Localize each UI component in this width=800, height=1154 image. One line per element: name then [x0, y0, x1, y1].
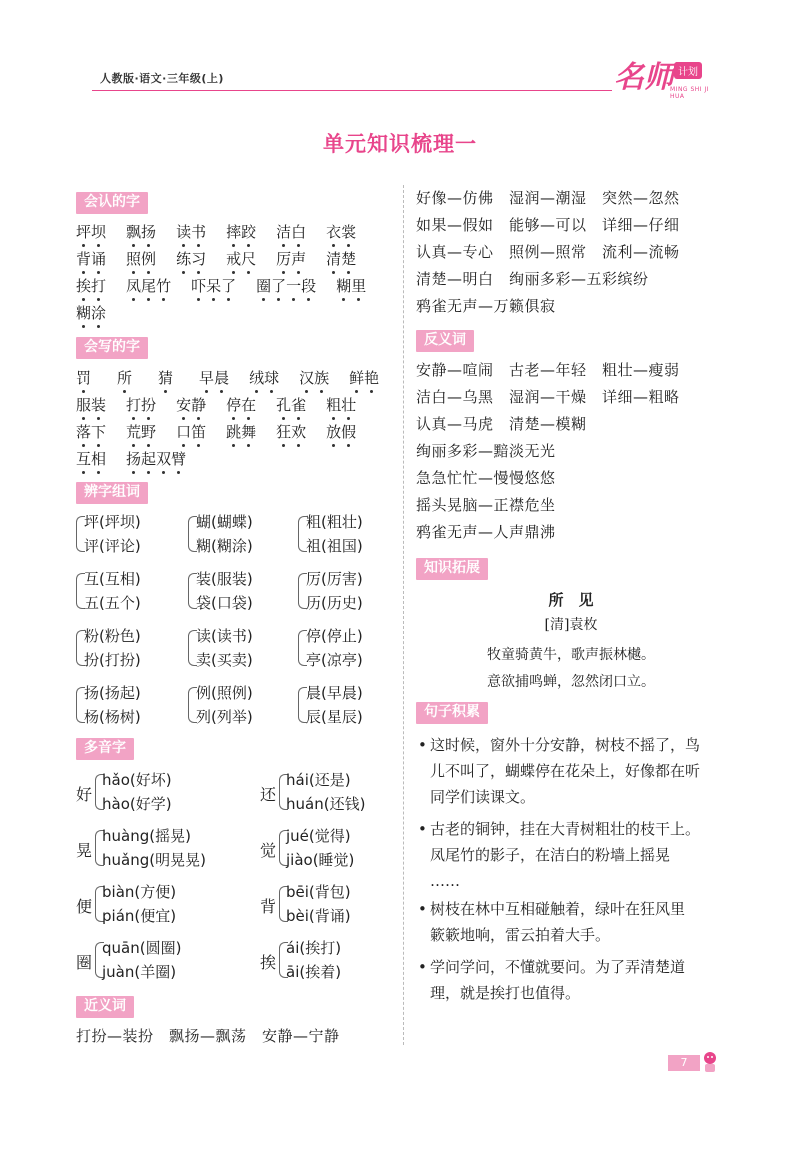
char: 假 [341, 423, 357, 441]
char: 笛 [191, 423, 207, 441]
char: 了 [221, 277, 237, 295]
synonym-left-row: 打扮—装扮 飘扬—飘荡 安静—宁静 [76, 1027, 340, 1045]
recognize-word [336, 276, 366, 296]
char: 壮 [341, 396, 357, 414]
polyphone-reading: āi(挨着) [286, 963, 342, 981]
char: 洁 [276, 223, 292, 241]
char: 服 [76, 396, 92, 414]
pair-item: 装(服装) [196, 570, 253, 588]
char: 诵 [91, 250, 107, 268]
char: 扬 [141, 223, 157, 241]
recognize-word [226, 222, 256, 242]
polyphone-reading: jiào(睡觉) [286, 851, 355, 869]
recognize-word [176, 222, 206, 242]
pair-item: 坪(坪坝) [84, 513, 141, 531]
column-divider [403, 185, 404, 1045]
recognize-word [276, 249, 306, 269]
pair-item: 蝴(蝴蝶) [196, 513, 253, 531]
char: 粗 [326, 396, 342, 414]
pair-item: 例(照例) [196, 684, 253, 702]
polyphone-reading: hào(好学) [102, 795, 172, 813]
antonym-row: 洁白—乌黑 湿润—干燥 详细—粗略 [416, 388, 680, 406]
recognize-word [76, 249, 106, 269]
recognize-row [76, 276, 386, 296]
char: 戒 [226, 250, 242, 268]
write-row [76, 449, 206, 469]
antonym-row: 摇头晃脑—正襟危坐 [416, 496, 556, 514]
char: 野 [141, 423, 157, 441]
recognize-word [126, 222, 156, 242]
char: 球 [264, 369, 280, 387]
char: 放 [326, 423, 342, 441]
char: 白 [291, 223, 307, 241]
write-word [226, 422, 256, 442]
logo-sub-text: MING SHI JI HUA [670, 86, 710, 100]
pair-item: 评(评论) [84, 537, 141, 555]
antonym-row: 急急忙忙—慢慢悠悠 [416, 469, 556, 487]
polyphone-reading: bēi(背包) [286, 883, 351, 901]
sentence-line: …… [430, 872, 460, 890]
char: 挨 [76, 277, 92, 295]
polyphone-reading: biàn(方便) [102, 883, 177, 901]
char: 圈 [256, 277, 272, 295]
char: 狂 [276, 423, 292, 441]
sentence-item [418, 816, 730, 894]
pair-item: 祖(祖国) [306, 537, 363, 555]
bullet-icon: • [418, 736, 427, 754]
sentence-line: 同学们读课文。 [430, 788, 536, 806]
char: 背 [76, 250, 92, 268]
polyphone-reading: pián(便宜) [102, 907, 177, 925]
pair-item: 历(历史) [306, 594, 363, 612]
char: 摔 [226, 223, 242, 241]
pair-item: 读(读书) [196, 627, 253, 645]
sentence-line: 学问学问，不懂就要问。为了弄清楚道 [430, 958, 686, 976]
recognize-word [76, 222, 106, 242]
write-word [76, 368, 91, 388]
char: 罚 [76, 369, 92, 387]
write-word [176, 422, 206, 442]
write-word [76, 395, 106, 415]
char: 口 [176, 423, 192, 441]
write-word [276, 422, 306, 442]
char: 段 [301, 277, 317, 295]
write-word [249, 368, 279, 388]
write-word [326, 395, 356, 415]
char: 凤 [126, 277, 142, 295]
char: 下 [91, 423, 107, 441]
sentence-item [418, 896, 730, 948]
char: 糊 [76, 304, 92, 322]
polyphone-char: 便 [76, 897, 93, 916]
synonym-row: 清楚—明白 绚丽多彩—五彩缤纷 [416, 270, 649, 288]
polyphone-char: 觉 [260, 841, 277, 860]
char: 读 [176, 223, 192, 241]
char: 装 [91, 396, 107, 414]
poem-title: 所 见 [548, 591, 594, 609]
pair-item: 五(五个) [84, 594, 141, 612]
char: 尺 [241, 250, 257, 268]
char: 了 [271, 277, 287, 295]
char: 跳 [226, 423, 242, 441]
pair-item: 袋(口袋) [196, 594, 253, 612]
antonym-row: 安静—喧闹 古老—年轻 粗壮—瘦弱 [416, 361, 680, 379]
char: 清 [326, 250, 342, 268]
char: 扬 [126, 450, 142, 468]
char: 呆 [206, 277, 222, 295]
write-row [76, 368, 399, 388]
polyphone-reading: jué(觉得) [286, 827, 351, 845]
series-logo [614, 52, 724, 100]
char: 练 [176, 250, 192, 268]
recognize-word [226, 249, 256, 269]
recognize-word [126, 276, 171, 296]
char: 晨 [214, 369, 230, 387]
polyphone-char: 背 [260, 897, 277, 916]
recognize-word [176, 249, 206, 269]
recognize-row [76, 222, 376, 242]
char: 绒 [249, 369, 265, 387]
sentence-line: 儿不叫了，蝴蝶停在花朵上，好像都在听 [430, 762, 701, 780]
char: 坝 [91, 223, 107, 241]
bullet-icon: • [418, 820, 427, 838]
polyphone-char: 晃 [76, 841, 93, 860]
char: 跤 [241, 223, 257, 241]
char: 裳 [341, 223, 357, 241]
char: 鲜 [349, 369, 365, 387]
section-recognize: 会认的字 [76, 192, 148, 214]
char: 例 [141, 250, 157, 268]
char: 打 [91, 277, 107, 295]
char: 互 [76, 450, 92, 468]
pair-item: 粉(粉色) [84, 627, 141, 645]
pair-item: 列(列举) [196, 708, 253, 726]
section-sentence: 句子积累 [416, 702, 488, 724]
char: 糊 [336, 277, 352, 295]
char: 一 [286, 277, 302, 295]
polyphone-reading: ái(挨打) [286, 939, 342, 957]
pair-item: 亭(凉亭) [306, 651, 363, 669]
poem-line-2: 意欲捕鸣蝉，忽然闭口立。 [487, 674, 655, 690]
recognize-word [76, 276, 106, 296]
pair-item: 互(互相) [84, 570, 141, 588]
pair-item: 辰(星辰) [306, 708, 363, 726]
write-word [276, 395, 306, 415]
section-extend: 知识拓展 [416, 558, 488, 580]
logo-main-text: 名师 [614, 60, 674, 95]
recognize-row [76, 303, 126, 323]
sentence-line: 凤尾竹的影子，在洁白的粉墙上摇晃 [430, 846, 671, 864]
char: 竹 [156, 277, 172, 295]
write-word [158, 368, 173, 388]
write-word [126, 395, 156, 415]
char: 族 [314, 369, 330, 387]
char: 所 [117, 369, 133, 387]
sentence-line: 理，就是挨打也值得。 [430, 984, 581, 1002]
logo-tag-text: 计划 [674, 62, 702, 79]
char: 扮 [141, 396, 157, 414]
write-word [326, 422, 356, 442]
antonym-row: 鸦雀无声—人声鼎沸 [416, 523, 556, 541]
char: 习 [191, 250, 207, 268]
char: 相 [91, 450, 107, 468]
polyphone-reading: huàng(摇晃) [102, 827, 191, 845]
char: 静 [191, 396, 207, 414]
char: 声 [291, 250, 307, 268]
sentence-item [418, 732, 730, 810]
write-row [76, 395, 376, 415]
char: 打 [126, 396, 142, 414]
char: 坪 [76, 223, 92, 241]
char: 涂 [91, 304, 107, 322]
pair-item: 晨(早晨) [306, 684, 363, 702]
synonym-row: 鸦雀无声—万籁俱寂 [416, 297, 556, 315]
polyphone-reading: quān(圆圈) [102, 939, 182, 957]
section-antonym: 反义词 [416, 330, 474, 352]
section-synonym: 近义词 [76, 996, 134, 1018]
char: 照 [126, 250, 142, 268]
pair-item: 粗(粗壮) [306, 513, 363, 531]
char: 里 [351, 277, 367, 295]
polyphone-reading: bèi(背诵) [286, 907, 351, 925]
synonym-row: 好像—仿佛 湿润—潮湿 突然—忽然 [416, 189, 680, 207]
page-title: 单元知识梳理一 [323, 132, 477, 156]
write-row [76, 422, 376, 442]
polyphone-reading: hǎo(好坏) [102, 771, 172, 789]
write-word [76, 422, 106, 442]
synonym-row: 认真—专心 照例—照常 流利—流畅 [416, 243, 680, 261]
char: 落 [76, 423, 92, 441]
char: 安 [176, 396, 192, 414]
char: 双 [156, 450, 172, 468]
char: 艳 [364, 369, 380, 387]
char: 雀 [291, 396, 307, 414]
sentence-line: 树枝在林中互相碰触着，绿叶在狂风里 [430, 900, 686, 918]
header-divider [92, 90, 612, 91]
char: 尾 [141, 277, 157, 295]
recognize-row [76, 249, 376, 269]
polyphone-char: 圈 [76, 953, 93, 972]
char: 孔 [276, 396, 292, 414]
write-word [126, 422, 156, 442]
sentence-line: 簌簌地响，雷云拍着大手。 [430, 926, 611, 944]
char: 早 [199, 369, 215, 387]
write-word [226, 395, 256, 415]
write-word [176, 395, 206, 415]
recognize-word [276, 222, 306, 242]
polyphone-char: 还 [260, 785, 277, 804]
write-word [299, 368, 329, 388]
polyphone-reading: juàn(羊圈) [102, 963, 177, 981]
char: 飘 [126, 223, 142, 241]
cartoon-mascot-icon [700, 1050, 720, 1074]
char: 停 [226, 396, 242, 414]
char: 书 [191, 223, 207, 241]
pair-item: 扬(扬起) [84, 684, 141, 702]
char: 在 [241, 396, 257, 414]
pair-item: 厉(厉害) [306, 570, 363, 588]
polyphone-char: 挨 [260, 953, 277, 972]
sentence-line: 古老的铜钟，挂在大青树粗壮的枝干上。 [430, 820, 701, 838]
char: 猜 [158, 369, 174, 387]
write-word [199, 368, 229, 388]
recognize-word [76, 303, 106, 323]
recognize-word [326, 249, 356, 269]
polyphone-reading: hái(还是) [286, 771, 351, 789]
recognize-word [326, 222, 356, 242]
pair-item: 停(停止) [306, 627, 363, 645]
char: 楚 [341, 250, 357, 268]
antonym-row: 认真—马虎 清楚—模糊 [416, 415, 587, 433]
sentence-line: 这时候，窗外十分安静，树枝不摇了，鸟 [430, 736, 701, 754]
section-distinguish: 辨字组词 [76, 482, 148, 504]
polyphone-reading: huǎng(明晃晃) [102, 851, 206, 869]
polyphone-reading: huán(还钱) [286, 795, 366, 813]
char: 汉 [299, 369, 315, 387]
bullet-icon: • [418, 958, 427, 976]
bullet-icon: • [418, 900, 427, 918]
char: 舞 [241, 423, 257, 441]
synonym-row: 如果—假如 能够—可以 详细—仔细 [416, 216, 680, 234]
write-word [126, 449, 186, 469]
poem-line-1: 牧童骑黄牛，歌声振林樾。 [487, 647, 655, 663]
char: 荒 [126, 423, 142, 441]
char: 厉 [276, 250, 292, 268]
char: 衣 [326, 223, 342, 241]
pair-item: 糊(糊涂) [196, 537, 253, 555]
write-word [349, 368, 379, 388]
char: 吓 [191, 277, 207, 295]
antonym-row: 绚丽多彩—黯淡无光 [416, 442, 556, 460]
write-word [76, 449, 106, 469]
recognize-word [126, 249, 156, 269]
recognize-word [191, 276, 236, 296]
char: 臂 [171, 450, 187, 468]
page-number: 7 [668, 1055, 700, 1071]
pair-item: 卖(买卖) [196, 651, 253, 669]
pair-item: 扮(打扮) [84, 651, 141, 669]
char: 欢 [291, 423, 307, 441]
section-write: 会写的字 [76, 337, 148, 359]
poem-author: [清]袁枚 [544, 617, 598, 633]
pair-item: 杨(杨树) [84, 708, 141, 726]
book-header: 人教版·语文·三年级(上) [100, 72, 224, 85]
recognize-word [256, 276, 316, 296]
section-polyphone: 多音字 [76, 738, 134, 760]
sentence-item [418, 954, 730, 1006]
write-word [117, 368, 132, 388]
char: 起 [141, 450, 157, 468]
polyphone-char: 好 [76, 785, 93, 804]
